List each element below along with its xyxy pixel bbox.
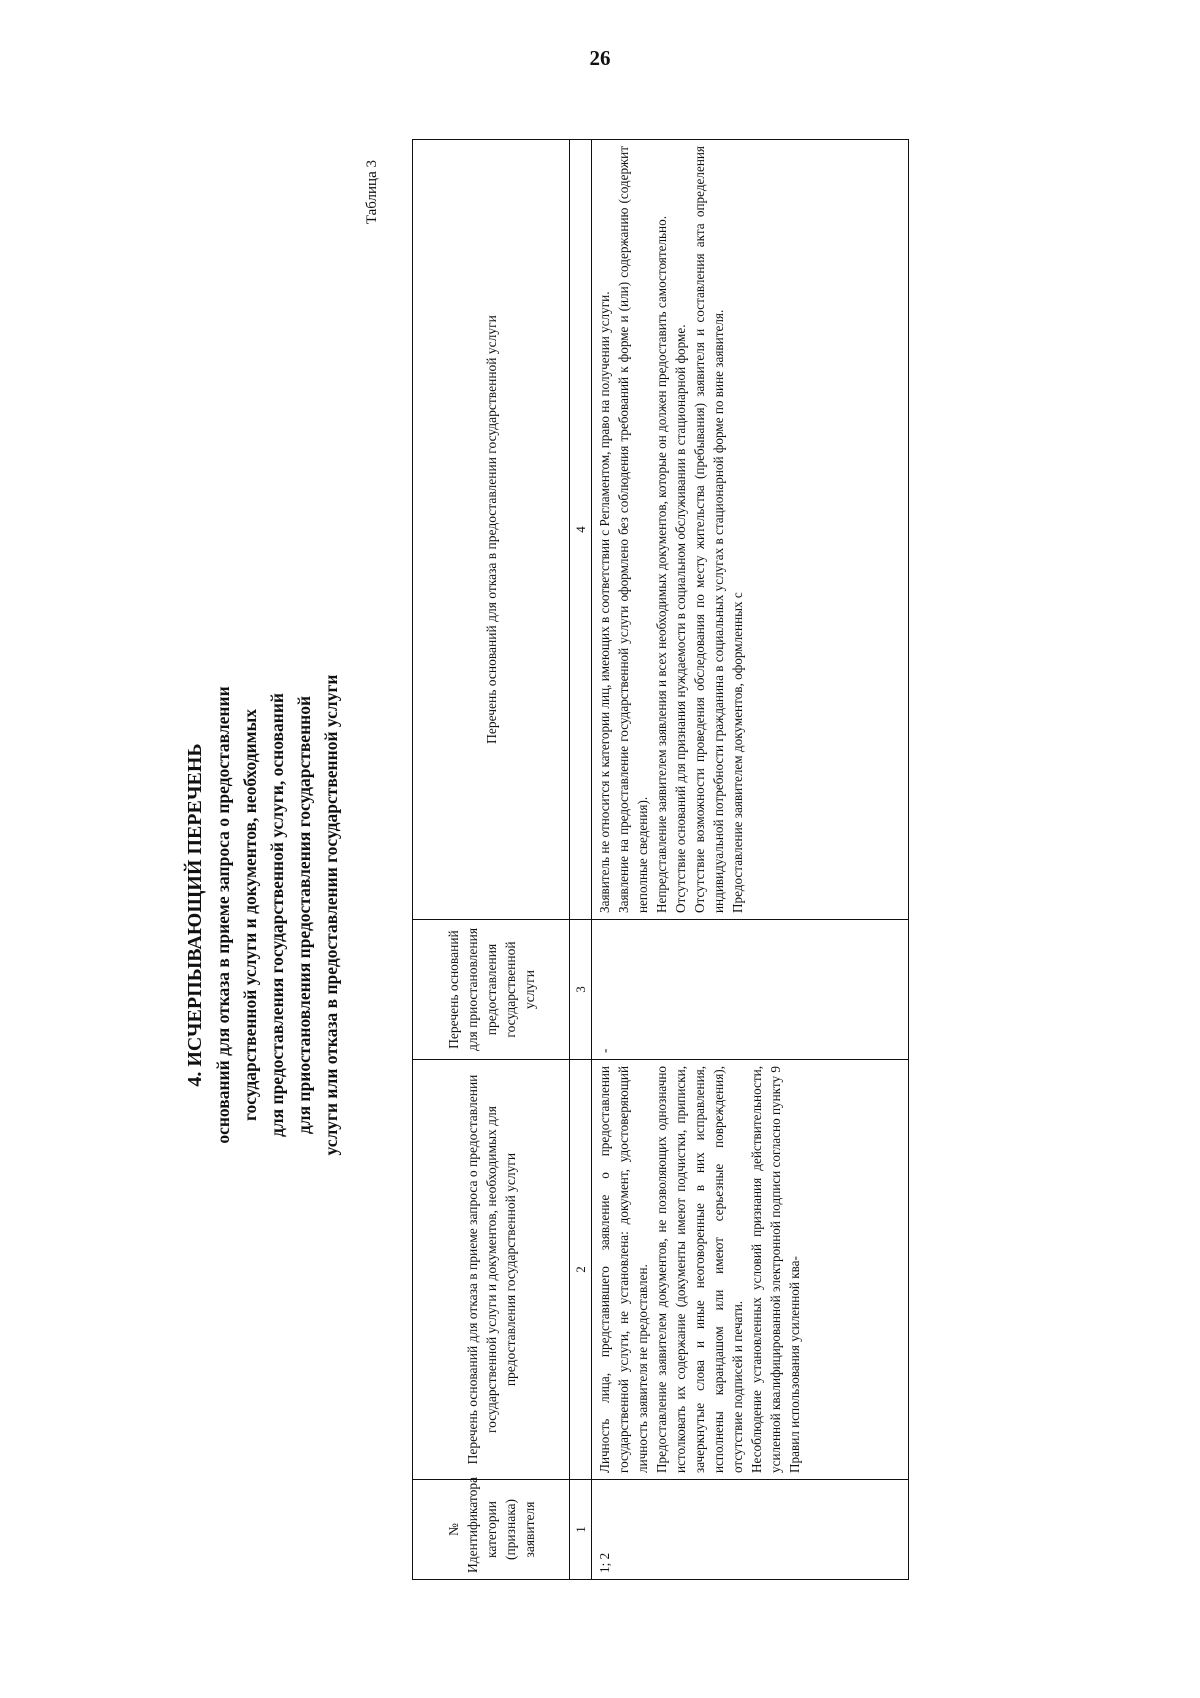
rotated-page-content bbox=[150, 120, 1050, 1670]
cell-applicant-id: 1; 2 bbox=[592, 1480, 909, 1580]
page-number: 26 bbox=[589, 46, 611, 70]
header-applicant-id: № Идентификатора категории (признака) заявителя bbox=[413, 1480, 570, 1580]
table-label: Таблица 3 bbox=[364, 160, 380, 225]
cell-paragraph: Предоставление заявителем документов, оформленных с bbox=[730, 592, 745, 913]
heading-line: для предоставления государственной услуги, оснований bbox=[267, 692, 287, 1138]
column-number-row bbox=[570, 140, 592, 1580]
cell-paragraph: Предоставление заявителем документов, не позволяющих однозначно истолковать их содержание (документы имеют подчистки, приписки, зачеркнутые слова и иные неоговоренные в них исправления, исполнены карандашом или имеют серьезные повреждения), отсутствие подписей и печати. bbox=[654, 1066, 745, 1473]
section-heading bbox=[180, 525, 345, 1305]
cell-paragraph: Несоблюдение установленных условий признания действительности, усиленной квалифицированной электронной подписи согласно пункту 9 Правил использования усиленной ква- bbox=[749, 1066, 802, 1473]
cell-paragraph: Отсутствие возможности проведения обследования по месту жительства (пребывания) заявителя и составления акта определения индивидуальной потребности гражданина в социальных услугах в стационарной форме по вине заявителя. bbox=[692, 146, 726, 913]
table-row bbox=[592, 140, 909, 1580]
header-refusal-service: Перечень оснований для отказа в предоставлении государственной услуги bbox=[413, 140, 570, 920]
cell-refusal-service bbox=[592, 140, 909, 920]
cell-paragraph: Непредставление заявителем заявления и всех необходимых документов, которые он должен предоставить самостоятельно. bbox=[654, 215, 669, 913]
grounds-table bbox=[412, 139, 909, 1580]
cell-suspension: - bbox=[592, 920, 909, 1060]
column-number: 4 bbox=[570, 140, 592, 920]
header-refusal-intake: Перечень оснований для отказа в приеме запроса о предоставлении государственной услуги и документов, необходимых для предоставления государственной услуги bbox=[413, 1060, 570, 1480]
column-number: 2 bbox=[570, 1060, 592, 1480]
heading-line: для приостановления предоставления государственной bbox=[294, 695, 314, 1135]
heading-line: оснований для отказа в приеме запроса о предоставлении bbox=[213, 686, 233, 1144]
cell-paragraph: Личность лица, представившего заявление о предоставлении государственной услуги, не установлена: документ, удостоверяющий личность заявителя не предоставлен. bbox=[597, 1066, 650, 1473]
heading-line: услуги или отказа в предоставлении государственной услуги bbox=[321, 674, 341, 1156]
cell-refusal-intake bbox=[592, 1060, 909, 1480]
column-number: 3 bbox=[570, 920, 592, 1060]
column-number: 1 bbox=[570, 1480, 592, 1580]
heading-line: государственной услуги и документов, необходимых bbox=[240, 708, 260, 1122]
heading-title: 4. ИСЧЕРПЫВАЮЩИЙ ПЕРЕЧЕНЬ bbox=[184, 743, 206, 1087]
cell-paragraph: Заявление на предоставление государственной услуги оформлено без соблюдения требований к форме и (или) содержанию (содержит неполные сведения). bbox=[616, 146, 650, 913]
header-suspension: Перечень оснований для приостановления предоставления государственной услуги bbox=[413, 920, 570, 1060]
cell-paragraph: Заявитель не относится к категории лиц, имеющих в соответствии с Регламентом, право на получении услуги. bbox=[597, 291, 612, 913]
cell-paragraph: Отсутствие оснований для признания нуждаемости в социальном обслуживании в стационарной форме. bbox=[673, 324, 688, 913]
table-header-row bbox=[413, 140, 570, 1580]
